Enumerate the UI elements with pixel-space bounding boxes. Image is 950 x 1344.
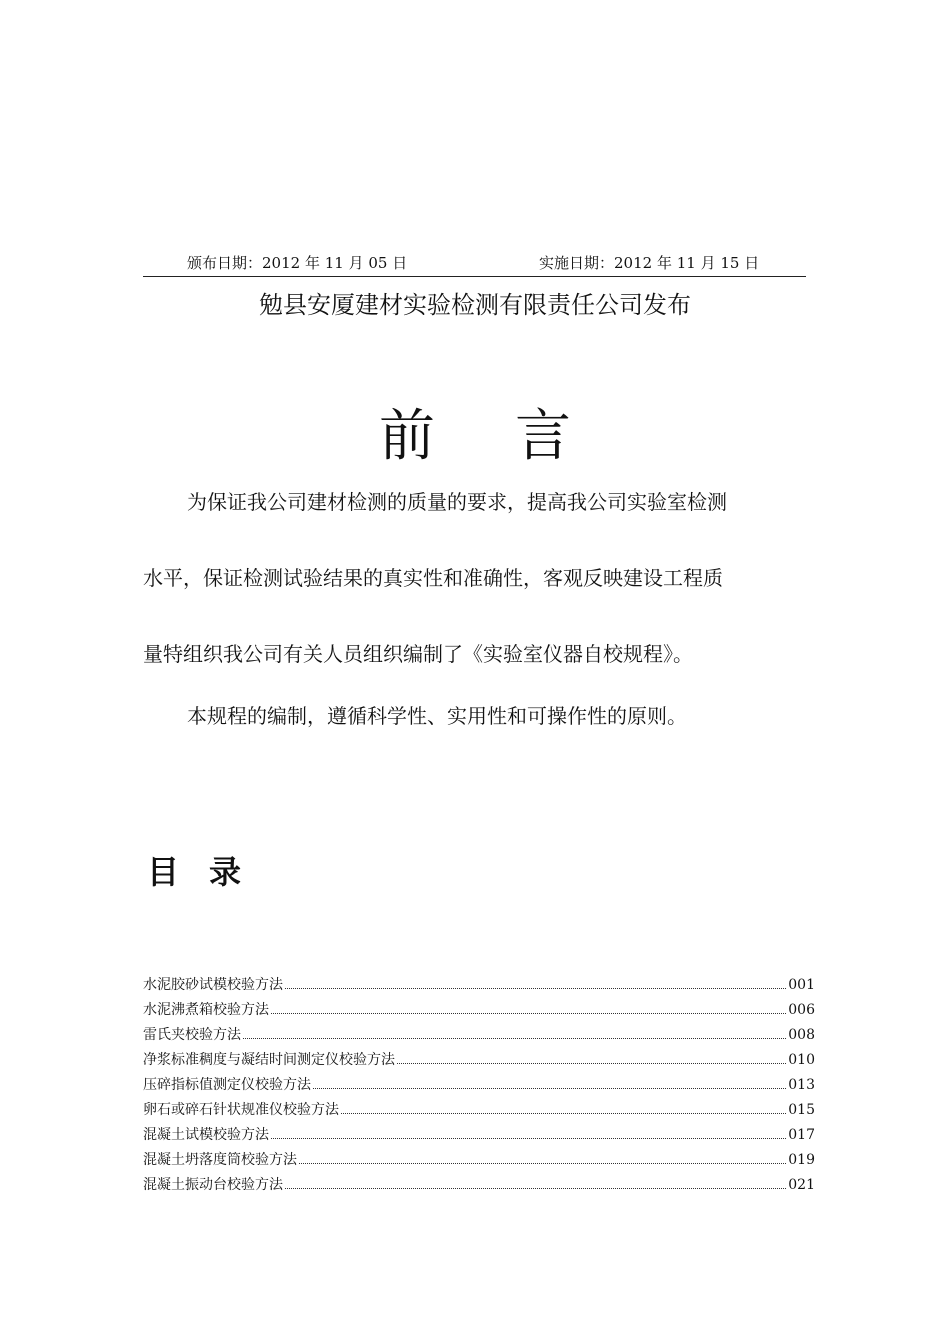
toc-item[interactable]: 卵石或碎石针状规准仪校验方法 015 — [143, 1102, 815, 1118]
preface-paragraph-line-2: 水平，保证检测试验结果的真实性和准确性，客观反映建设工程质 — [143, 566, 723, 590]
preface-title: 前言 — [379, 404, 651, 469]
preface-paragraph-line-1: 为保证我公司建材检测的质量的要求，提高我公司实验室检测 — [187, 490, 727, 514]
toc-item[interactable]: 压碎指标值测定仪校验方法 013 — [143, 1077, 815, 1093]
preface-paragraph-line-3: 量特组织我公司有关人员组织编制了《实验室仪器自校规程》。 — [143, 642, 693, 666]
toc-item[interactable]: 净浆标准稠度与凝结时间测定仪校验方法 010 — [143, 1052, 815, 1068]
toc-item[interactable]: 混凝土振动台校验方法 021 — [143, 1177, 815, 1193]
publish-date: 颁布日期：2012 年 11 月 05 日 — [187, 254, 408, 272]
publisher-title: 勉县安厦建材实验检测有限责任公司发布 — [259, 291, 691, 319]
toc-list — [143, 974, 815, 1199]
toc-item[interactable]: 水泥胶砂试模校验方法 001 — [143, 977, 815, 993]
toc-item[interactable]: 混凝土试模校验方法 017 — [143, 1127, 815, 1143]
effective-date: 实施日期：2012 年 11 月 15 日 — [539, 254, 760, 272]
date-header — [143, 252, 806, 277]
toc-item[interactable]: 水泥沸煮箱校验方法 006 — [143, 1002, 815, 1018]
toc-title: 目录 — [147, 853, 272, 891]
toc-item[interactable]: 雷氏夹校验方法 008 — [143, 1027, 815, 1043]
toc-item[interactable]: 混凝土坍落度筒校验方法 019 — [143, 1152, 815, 1168]
preface-paragraph-2: 本规程的编制，遵循科学性、实用性和可操作性的原则。 — [187, 704, 687, 728]
